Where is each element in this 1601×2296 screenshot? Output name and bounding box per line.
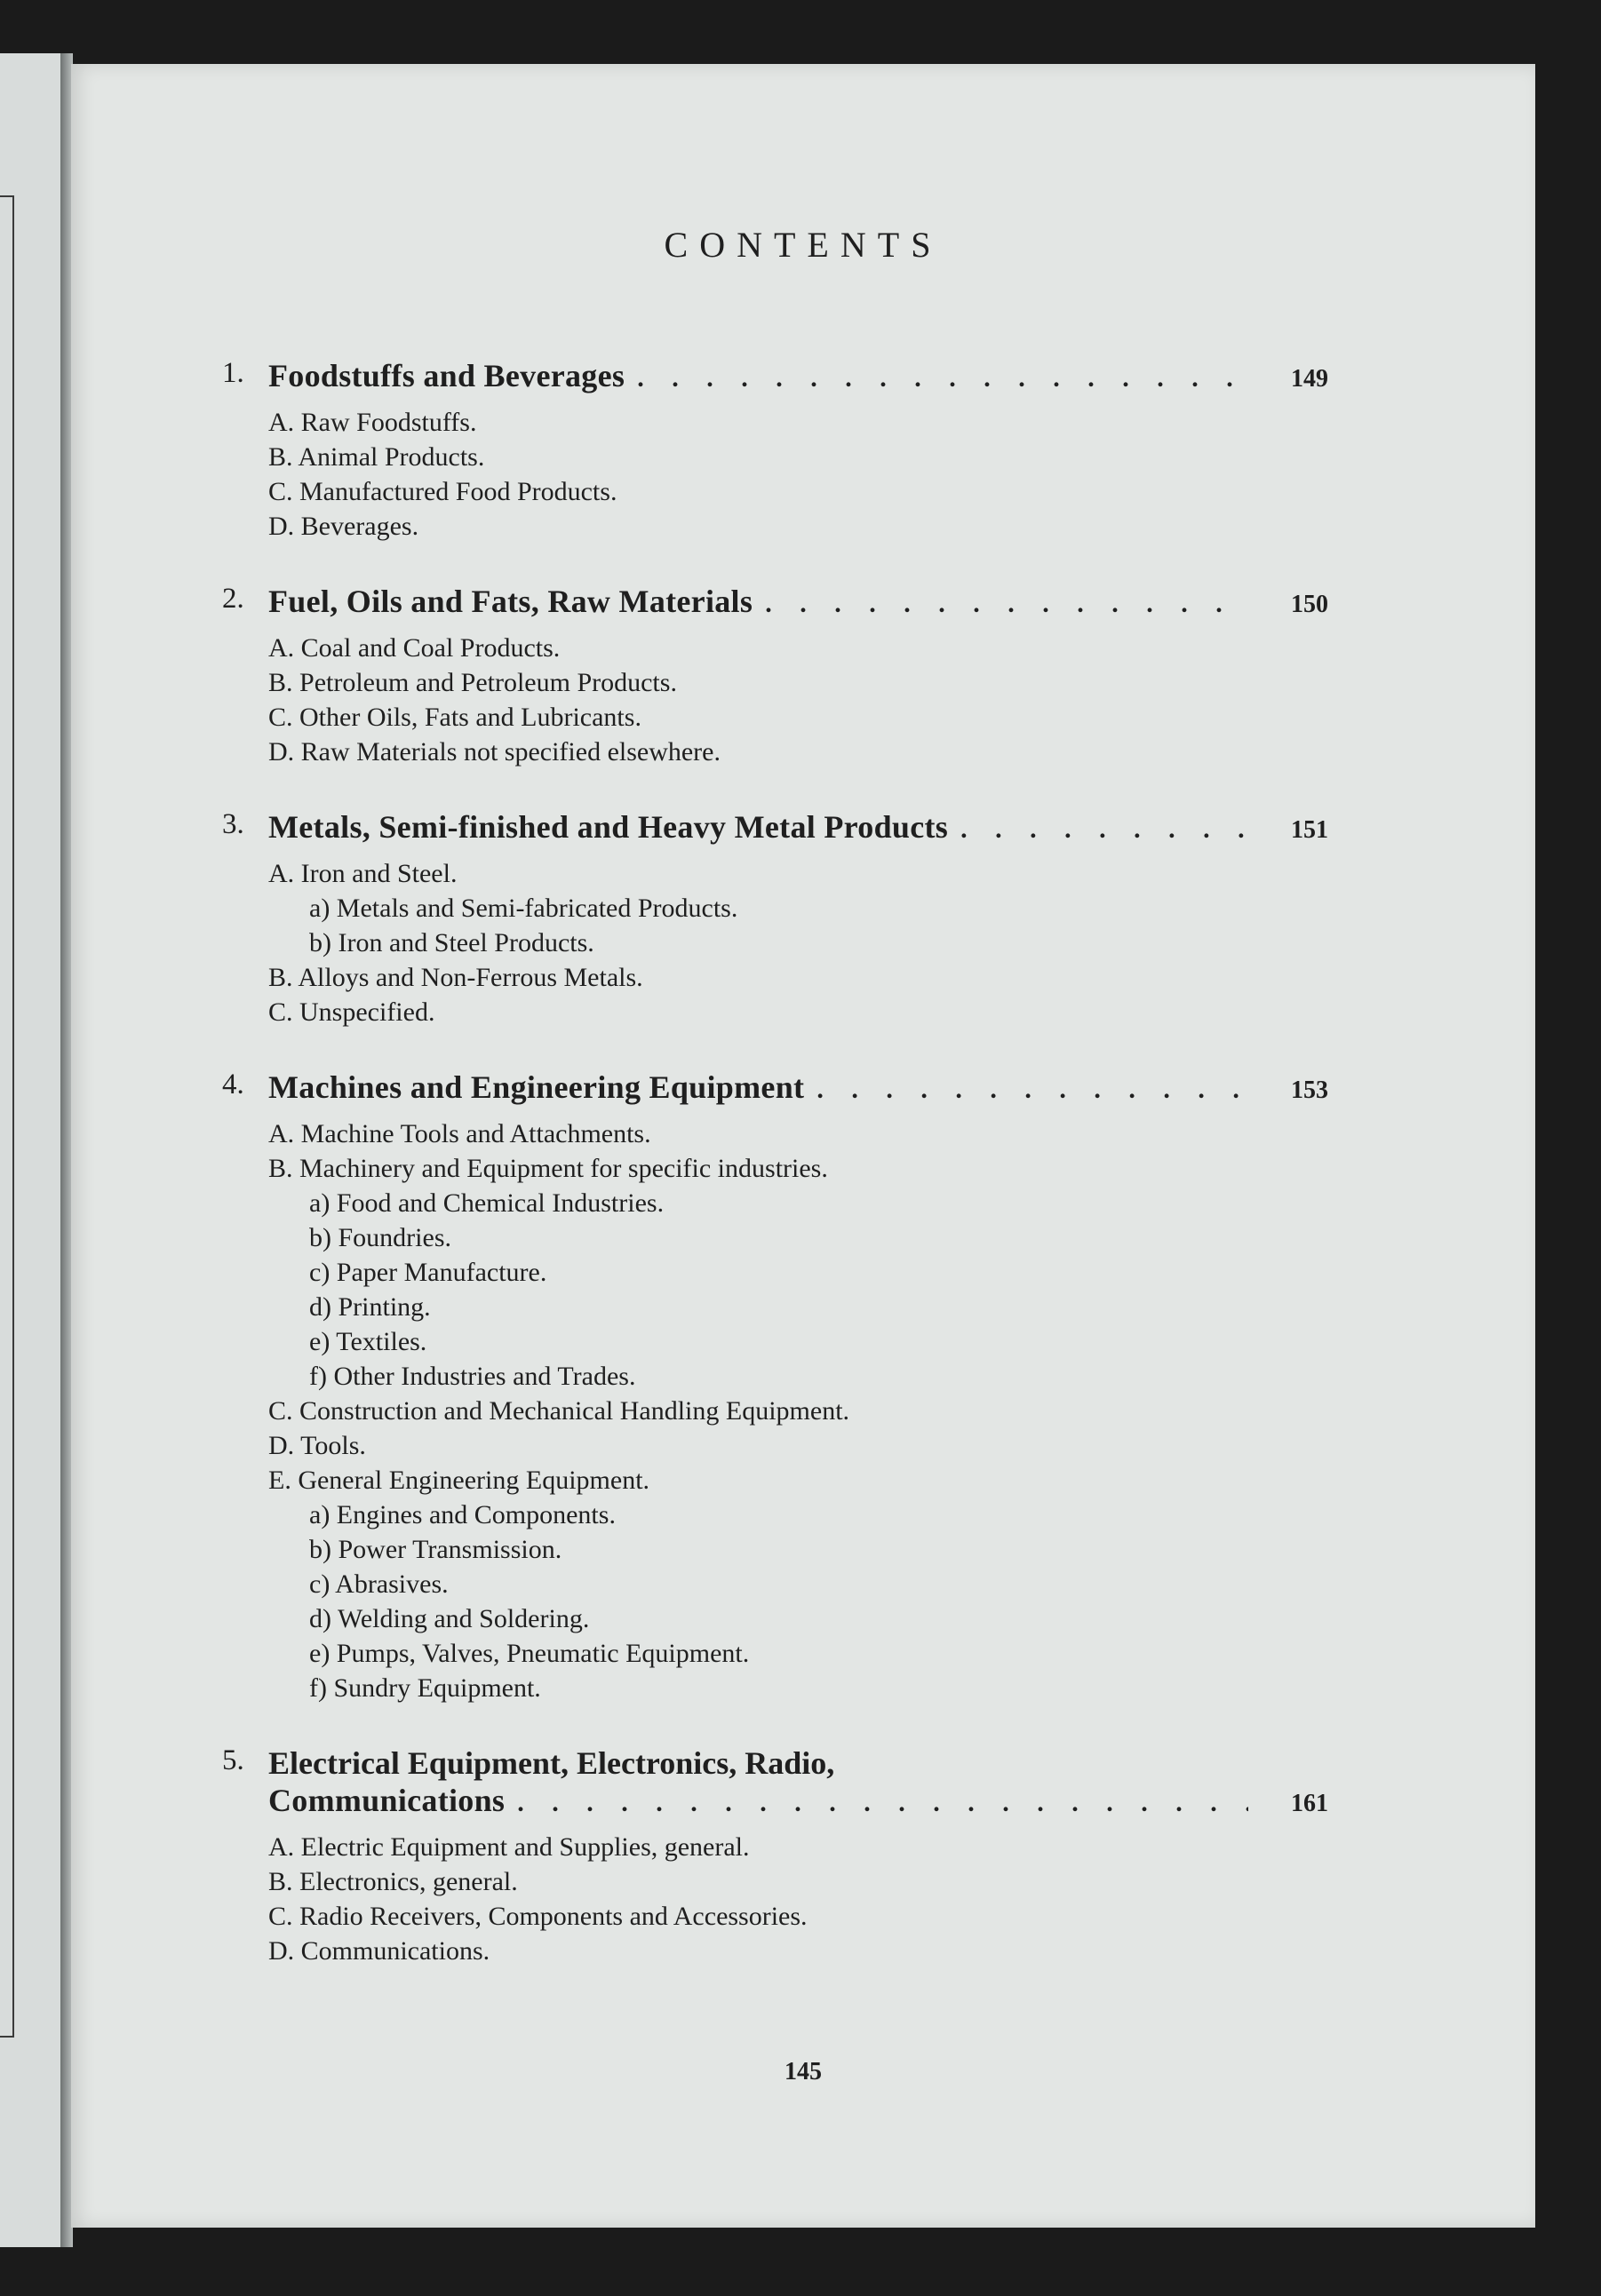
toc-item: C. Other Oils, Fats and Lubricants. <box>268 703 641 732</box>
toc-section <box>222 1069 1328 1705</box>
toc-item: C. Radio Receivers, Components and Accessories. <box>268 1902 808 1931</box>
section-items <box>268 1116 1328 1705</box>
toc-subitem: c) Abrasives. <box>309 1569 449 1599</box>
toc-subitem: b) Iron and Steel Products. <box>309 928 594 957</box>
section-heading <box>222 1069 1328 1106</box>
section-heading <box>222 808 1328 846</box>
toc-section <box>222 1744 1328 1968</box>
section-heading-line1 <box>222 1744 1328 1782</box>
section-title-row <box>268 1069 1248 1106</box>
dot-leader <box>816 1075 1248 1105</box>
section-page-number: 151 <box>1291 816 1328 844</box>
section-title-line1: Electrical Equipment, Electronics, Radio, <box>268 1745 835 1781</box>
section-title-row <box>268 583 1248 620</box>
facing-page-frame <box>0 195 14 2038</box>
toc-item: D. Raw Materials not specified elsewhere. <box>268 737 721 767</box>
section-number: 4. <box>222 1069 244 1100</box>
toc-item: B. Electronics, general. <box>268 1867 518 1896</box>
toc-item: B. Machinery and Equipment for specific industries. <box>268 1154 828 1183</box>
toc-subitem: e) Textiles. <box>309 1327 427 1356</box>
toc-item: A. Machine Tools and Attachments. <box>268 1119 651 1148</box>
toc-subitem: b) Power Transmission. <box>309 1535 562 1564</box>
toc-item: B. Animal Products. <box>268 442 485 472</box>
section-title: Communications <box>268 1783 506 1818</box>
toc-subitem: a) Metals and Semi-fabricated Products. <box>309 894 738 923</box>
toc-item: D. Beverages. <box>268 512 419 541</box>
section-title-row <box>268 808 1248 846</box>
section-title: Machines and Engineering Equipment <box>268 1069 805 1105</box>
toc-item: E. General Engineering Equipment. <box>268 1466 650 1495</box>
section-items <box>268 856 1328 1029</box>
section-page-number: 153 <box>1291 1076 1328 1104</box>
toc-subitem: a) Food and Chemical Industries. <box>309 1188 665 1218</box>
section-title: Metals, Semi-finished and Heavy Metal Products <box>268 809 949 845</box>
toc-subitem: d) Welding and Soldering. <box>309 1604 590 1633</box>
dot-leader <box>517 1788 1248 1818</box>
toc-subitem: e) Pumps, Valves, Pneumatic Equipment. <box>309 1639 750 1668</box>
section-number: 3. <box>222 808 244 840</box>
section-title: Fuel, Oils and Fats, Raw Materials <box>268 584 753 619</box>
toc-item: B. Alloys and Non-Ferrous Metals. <box>268 963 643 992</box>
toc-item: A. Iron and Steel. <box>268 859 458 888</box>
toc-item: C. Construction and Mechanical Handling Equipment. <box>268 1396 850 1426</box>
section-items <box>268 631 1328 769</box>
table-of-contents <box>222 357 1328 2007</box>
toc-item: D. Tools. <box>268 1431 366 1460</box>
section-items <box>268 1830 1328 1968</box>
section-page-number: 150 <box>1291 591 1328 618</box>
section-heading <box>222 357 1328 394</box>
section-page-number: 149 <box>1291 365 1328 393</box>
toc-section <box>222 357 1328 544</box>
toc-item: D. Communications. <box>268 1936 490 1966</box>
toc-item: A. Electric Equipment and Supplies, general. <box>268 1832 750 1862</box>
page-title: CONTENTS <box>664 225 943 265</box>
section-number: 1. <box>222 357 244 389</box>
section-number: 2. <box>222 583 244 615</box>
toc-subitem: c) Paper Manufacture. <box>309 1258 547 1287</box>
section-heading <box>222 583 1328 620</box>
section-title-row <box>268 1782 1248 1819</box>
page-number: 145 <box>785 2058 822 2085</box>
contents-page <box>71 64 1535 2228</box>
toc-item: B. Petroleum and Petroleum Products. <box>268 668 677 697</box>
toc-item: A. Raw Foodstuffs. <box>268 408 477 437</box>
section-title-row <box>268 357 1248 394</box>
section-page-number: 161 <box>1291 1790 1328 1817</box>
toc-section <box>222 583 1328 769</box>
toc-item: A. Coal and Coal Products. <box>268 633 561 663</box>
section-items <box>268 405 1328 544</box>
dot-leader <box>637 363 1248 393</box>
section-heading <box>222 1782 1328 1819</box>
toc-subitem: b) Foundries. <box>309 1223 451 1252</box>
section-title: Foodstuffs and Beverages <box>268 358 625 393</box>
facing-page-edge <box>0 53 64 2247</box>
toc-subitem: f) Sundry Equipment. <box>309 1673 541 1703</box>
toc-section <box>222 808 1328 1029</box>
dot-leader <box>960 814 1248 845</box>
dot-leader <box>765 589 1248 619</box>
toc-item: C. Manufactured Food Products. <box>268 477 617 506</box>
toc-subitem: a) Engines and Components. <box>309 1500 616 1529</box>
toc-item: C. Unspecified. <box>268 997 435 1027</box>
toc-subitem: d) Printing. <box>309 1292 431 1322</box>
toc-subitem: f) Other Industries and Trades. <box>309 1362 636 1391</box>
section-number: 5. <box>222 1744 244 1776</box>
